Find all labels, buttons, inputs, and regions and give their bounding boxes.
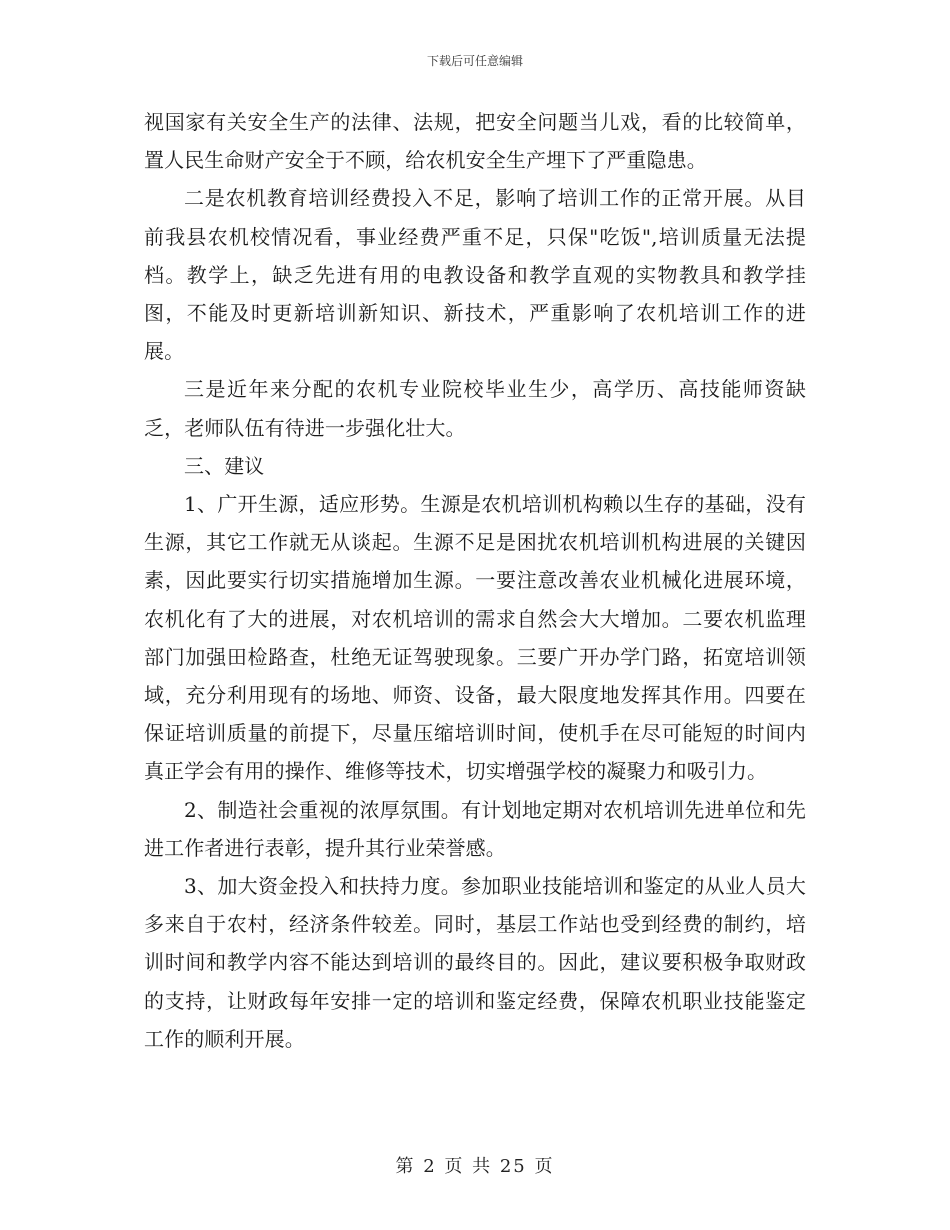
document-body [144,103,806,1058]
header-note: 下载后可任意编辑 [426,54,523,68]
paragraph: 视国家有关安全生产的法律、法规，把安全问题当儿戏，看的比较简单，置人民生命财产安全于不顾，给农机安全生产埋下了严重隐患。 [144,110,806,173]
paragraph: 1、广开生源，适应形势。生源是农机培训机构赖以生存的基础，没有生源，其它工作就无从谈起。生源不足是困扰农机培训机构进展的关键因素，因此要实行切实措施增加生源。一要注意改善农业机械化进展环境，农机化有了大的进展，对农机培训的需求自然会大大增加。二要农机监理部门加强田检路查，杜绝无证驾驶现象。三要广开办学门路，拓宽培训领域，充分利用现有的场地、师资、设备，最大限度地发挥其作用。四要在保证培训质量的前提下，尽量压缩培训时间，使机手在尽可能短的时间内真正学会有用的操作、维修等技术，切实增强学校的凝聚力和吸引力。 [144,492,806,784]
paragraph: 二是农机教育培训经费投入不足，影响了培训工作的正常开展。从目前我县农机校情况看，事业经费严重不足，只保"吃饭",培训质量无法提档。教学上，缺乏先进有用的电教设备和教学直观的实物教具和教学挂图，不能及时更新培训新知识、新技术，严重影响了农机培训工作的进展。 [144,186,806,364]
paragraph: 三是近年来分配的农机专业院校毕业生少，高学历、高技能师资缺乏，老师队伍有待进一步强化壮大。 [144,377,806,440]
paragraph: 3、加大资金投入和扶持力度。参加职业技能培训和鉴定的从业人员大多来自于农村，经济条件较差。同时，基层工作站也受到经费的制约，培训时间和教学内容不能达到培训的最终目的。因此，建议要积极争取财政的支持，让财政每年安排一定的培训和鉴定经费，保障农机职业技能鉴定工作的顺利开展。 [144,874,806,1051]
section-heading: 三、建议 [184,453,265,478]
page-number: 第 2 页 共 25 页 [395,1156,555,1177]
paragraph: 2、制造社会重视的浓厚氛围。有计划地定期对农机培训先进单位和先进工作者进行表彰，提升其行业荣誉感。 [144,797,806,860]
